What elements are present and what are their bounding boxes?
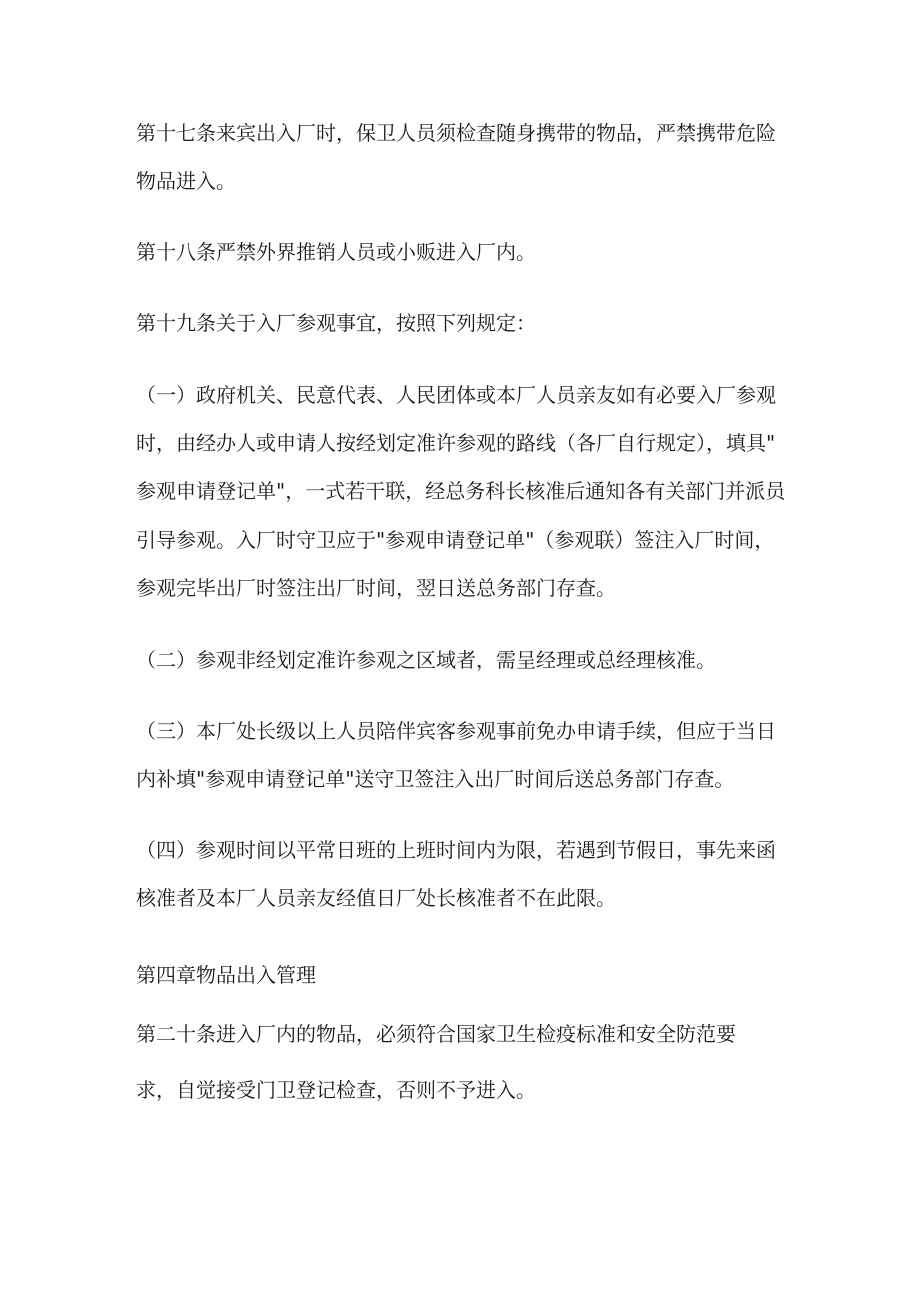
text-line: 参观申请登记单"，一式若干联，经总务科长核准后通知各有关部门并派员 [136,479,786,503]
text-line: 第十九条关于入厂参观事宜，按照下列规定： [136,311,536,335]
text-line: （四）参观时间以平常日班的上班时间内为限，若遇到节假日，事先来函 [136,838,776,862]
text-line: （一）政府机关、民意代表、人民团体或本厂人员亲友如有必要入厂参观 [136,383,776,407]
text-line: 物品进入。 [136,169,236,193]
text-line: 核准者及本厂人员亲友经值日厂处长核准者不在此限。 [136,886,616,910]
text-line: （三）本厂处长级以上人员陪伴宾客参观事前免办申请手续，但应于当日 [136,719,776,743]
text-line: 时，由经办人或申请人按经划定准许参观的路线（各厂自行规定），填具" [136,431,776,455]
text-line: （二）参观非经划定准许参观之区域者，需呈经理或总经理核准。 [136,648,716,672]
text-line: 第十七条来宾出入厂时，保卫人员须检查随身携带的物品，严禁携带危险 [136,121,776,145]
text-line: 内补填"参观申请登记单"送守卫签注入出厂时间后送总务部门存查。 [136,767,735,791]
text-line: 求，自觉接受门卫登记检查，否则不予进入。 [136,1078,536,1102]
section-heading: 第四章物品出入管理 [136,963,316,987]
text-line: 第二十条进入厂内的物品，必须符合国家卫生检疫标准和安全防范要 [136,1022,736,1046]
text-line: 参观完毕出厂时签注出厂时间，翌日送总务部门存查。 [136,576,616,600]
text-line: 引导参观。入厂时守卫应于"参观申请登记单"（参观联）签注入厂时间， [136,528,775,552]
text-line: 第十八条严禁外界推销人员或小贩进入厂内。 [136,240,536,264]
